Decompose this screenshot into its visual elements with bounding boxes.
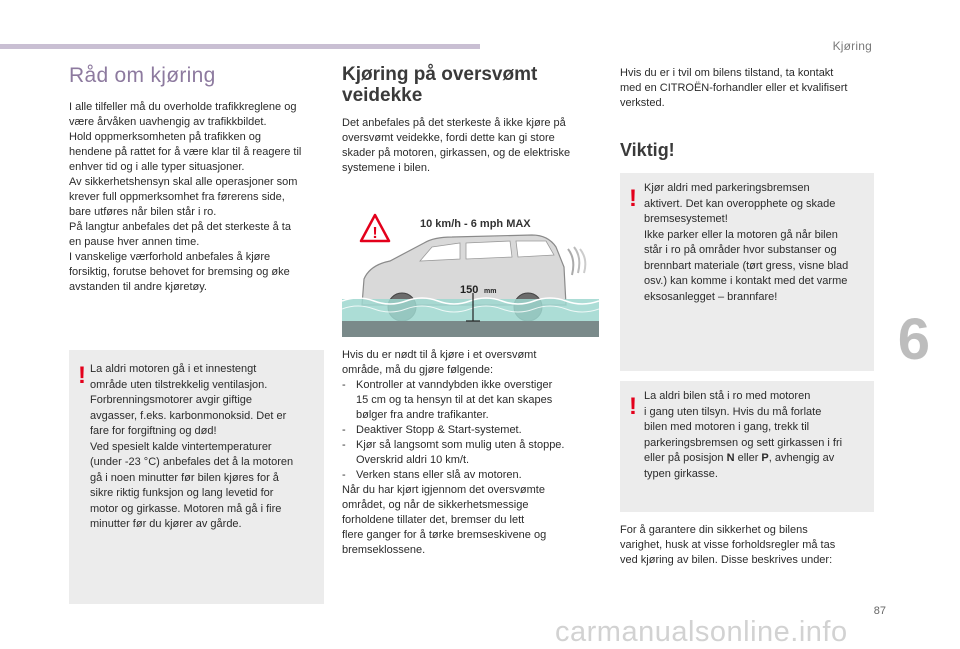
warning-icon: ! (78, 362, 86, 389)
column-flooded-road (342, 64, 599, 176)
page-number: 87 (873, 605, 886, 617)
warning-triangle-mark: ! (372, 225, 378, 242)
warning-text-part: , avhengig av typen girkasse. (644, 452, 835, 480)
safety-closing-wrap (620, 523, 874, 568)
section-label: Kjøring (832, 39, 872, 53)
step-text: Deaktiver Stopp & Start-systemet. (356, 424, 522, 436)
dealer-advice: Hvis du er i tvil om bilens tilstand, ta kontakt med en CITROËN-forhandler eller et kvalifisert verksted. (620, 67, 848, 109)
depth-value: 150 (460, 284, 479, 296)
gear-position-n: N (726, 452, 735, 464)
chapter-number: 6 (897, 307, 930, 372)
column-important (620, 66, 874, 111)
flood-illustration (342, 197, 599, 342)
column-driving-advice (69, 64, 324, 295)
step-text: Kontroller at vanndybden ikke overstiger 15 cm og ta hensyn til at det kan skapes bølger fra andre trafikanter. (356, 379, 553, 421)
flood-closing: Når du har kjørt igjennom det oversvømte området, og når de sikkerhetsmessige forholdene tillater det, bremser du lett flere ganger for å tørke bremseskivene og bremseklossene. (342, 484, 547, 556)
step-text: Kjør så langsomt som mulig uten å stoppe. Overskrid aldri 10 km/t. (356, 439, 565, 466)
safety-closing: For å garantere din sikkerhet og bilens varighet, husk at visse forholdsregler må tas ved kjøring av bilen. Disse beskrives under: (620, 524, 836, 566)
warning-text: Kjør aldri med parkeringsbremsen aktivert. Det kan overopphete og skade bremsesystemet! Ikke parker eller la motoren gå når bilen står i ro på områder hvor substanser og brennbart materiale (tørt gress, visne blad osv.) kan komme i kontakt med det varme eksosanlegget – brannfare! (644, 182, 849, 303)
warning-icon: ! (629, 185, 637, 212)
depth-unit: mm (484, 288, 497, 295)
step-bullet: - (342, 439, 346, 451)
list-item (342, 438, 599, 468)
warning-text-part: La aldri bilen stå i ro med motoren i gang uten tilsyn. Hvis du må forlate bilen med motoren i gang, trekk til parkeringsbremsen og sett girkassen i fri eller på posisjon (644, 390, 843, 464)
step-bullet: - (342, 424, 346, 436)
flood-instructions-intro: Hvis du er nødt til å kjøre i et oversvømt område, må du gjøre følgende: (342, 349, 537, 376)
step-bullet: - (342, 379, 346, 391)
warning-text-part: eller (734, 452, 762, 464)
flood-steps-list (342, 378, 599, 483)
speed-limit-label: 10 km/h - 6 mph MAX (420, 218, 531, 230)
list-item (342, 378, 599, 423)
warning-box-ventilation (69, 350, 324, 604)
list-item (342, 423, 599, 438)
step-bullet: - (342, 469, 346, 481)
warning-box-unattended (620, 381, 874, 512)
section-title: Kjøring på oversvømt veidekke (342, 64, 538, 106)
flood-instructions (342, 348, 599, 558)
header-bar (0, 44, 480, 49)
warning-box-parking-brake (620, 173, 874, 371)
flood-intro: Det anbefales på det sterkeste å ikke kjøre på oversvømt veidekke, fordi dette kan gi store skader på motoren, girkassen, og de elektriske systemene i bilen. (342, 117, 571, 174)
car-in-water-illustration (342, 197, 599, 342)
warning-icon: ! (629, 393, 637, 420)
list-item (342, 468, 599, 483)
advice-paragraph: I alle tilfeller må du overholde trafikkreglene og være årvåken uavhengig av trafikkbildet. Hold oppmerksomheten på trafikken og hendene på rattet for å være klar til å reagere til enhver tid og i alle typer situasjoner. Av sikkerhetshensyn skal alle operasjoner som krever full oppmerksomhet fra førerens side, bare utføres når bilen står i ro. På langtur anbefales det på det sterkeste å ta en pause hver annen time. I vanskelige værforhold anbefales å kjøre forsiktig, forutse behovet for bremsing og øke avstanden til andre kjøretøy. (69, 101, 302, 293)
step-text: Verken stans eller slå av motoren. (356, 469, 522, 481)
gear-position-p: P (761, 452, 769, 464)
viktig-title: Viktig! (620, 140, 675, 160)
section-title: Råd om kjøring (69, 64, 216, 87)
watermark: carmanualsonline.info (555, 616, 848, 648)
viktig-heading-wrap (620, 140, 675, 161)
warning-text (644, 389, 872, 482)
warning-text: La aldri motoren gå i et innestengt område uten tilstrekkelig ventilasjon. Forbrenningsmotorer avgir giftige avgasser, f.eks. karbonmonoksid. Det er fare for forgiftning og død! Ved spesielt kalde vintertemperaturer (under -23 °C) anbefales det å la motoren gå i noen minutter før bilen kjøres for å sikre riktig funksjon og lang levetid for motor og girkasse. Motoren må gå i fire minutter før du kjører av gårde. (90, 363, 294, 530)
